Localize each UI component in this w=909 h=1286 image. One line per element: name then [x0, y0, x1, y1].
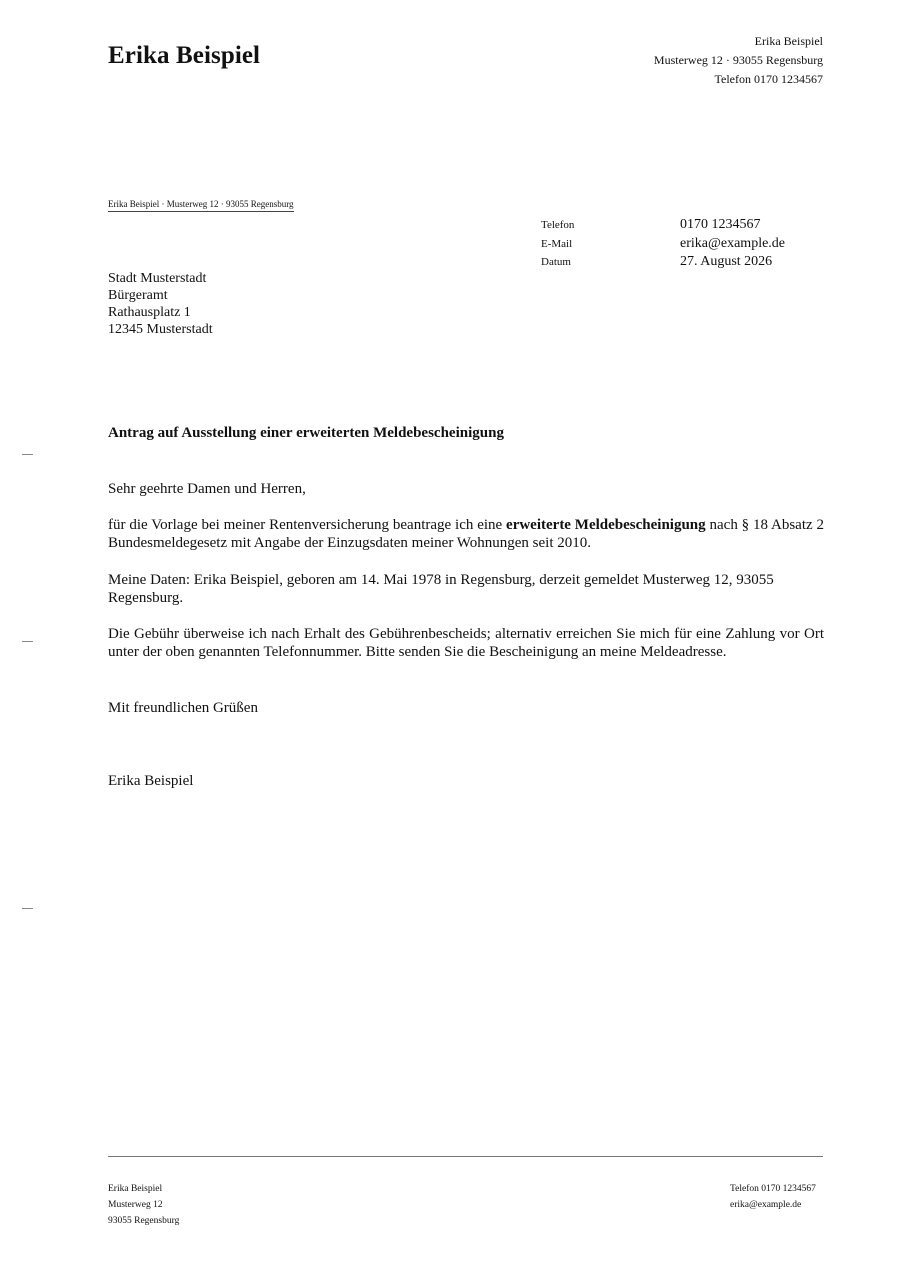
body-emphasis: erweiterte Meldebescheinigung	[506, 517, 706, 534]
info-row-date	[541, 254, 823, 273]
body-paragraph-2: Meine Daten: Erika Beispiel, geboren am 14. Mai 1978 in Regensburg, derzeit gemeldet Musterweg 12, 93055 Regensburg.	[108, 571, 774, 606]
info-label: Datum	[541, 256, 571, 268]
footer-address	[108, 1181, 179, 1229]
info-block	[541, 217, 823, 273]
return-address-line: Erika Beispiel · Musterweg 12 · 93055 Regensburg	[108, 199, 294, 212]
subject-line: Antrag auf Ausstellung einer erweiterten Meldebescheinigung	[108, 425, 504, 441]
body-paragraph-1	[108, 516, 824, 552]
recipient-line: Rathausplatz 1	[108, 305, 191, 320]
recipient-line: Bürgeramt	[108, 288, 168, 303]
info-label: Telefon	[541, 219, 575, 231]
recipient-line: Stadt Musterstadt	[108, 271, 207, 286]
info-value: 0170 1234567	[680, 217, 761, 232]
footer-line: Erika Beispiel	[108, 1184, 163, 1194]
salutation: Sehr geehrte Damen und Herren,	[108, 481, 306, 497]
footer-line: Telefon 0170 1234567	[730, 1184, 816, 1194]
info-row-phone	[541, 217, 823, 236]
body-paragraph-3: Die Gebühr überweise ich nach Erhalt des Gebührenbescheids; alternativ erreichen Sie mich für eine Zahlung vor Ort unter der oben genannten Telefonnummer. Bitte senden Sie die Bescheinigung an meine Meldeadresse.	[108, 626, 824, 661]
closing: Mit freundlichen Grüßen	[108, 700, 258, 716]
letterhead-contact-phone: Telefon 0170 1234567	[714, 72, 823, 86]
fold-mark	[22, 908, 33, 909]
footer-divider	[108, 1156, 823, 1157]
letterhead-contact	[654, 32, 823, 89]
info-row-email	[541, 236, 823, 255]
letter-body	[108, 480, 824, 679]
signature-name: Erika Beispiel	[108, 773, 194, 789]
footer-contact	[730, 1181, 816, 1213]
body-text: nach § 18 Absatz 2 Bundesmeldegesetz mit Angabe der Einzugsdaten meiner Wohnungen seit 2010.	[108, 517, 825, 552]
info-label: E-Mail	[541, 237, 573, 250]
body-text: für die Vorlage bei meiner Rentenversicherung beantrage ich eine	[108, 517, 507, 534]
letterhead-contact-name: Erika Beispiel	[754, 34, 823, 48]
punch-mark	[22, 641, 33, 642]
info-value: 27. August 2026	[680, 254, 773, 269]
recipient-line: 12345 Musterstadt	[108, 322, 213, 337]
footer-line: erika@example.de	[730, 1200, 802, 1210]
letterhead-contact-address: Musterweg 12 · 93055 Regensburg	[653, 53, 823, 67]
footer-line: 93055 Regensburg	[108, 1216, 180, 1226]
recipient-address	[108, 270, 213, 338]
fold-mark	[22, 454, 33, 455]
footer-line: Musterweg 12	[108, 1200, 163, 1210]
letterhead-name: Erika Beispiel	[108, 42, 261, 69]
info-value: erika@example.de	[680, 235, 786, 251]
